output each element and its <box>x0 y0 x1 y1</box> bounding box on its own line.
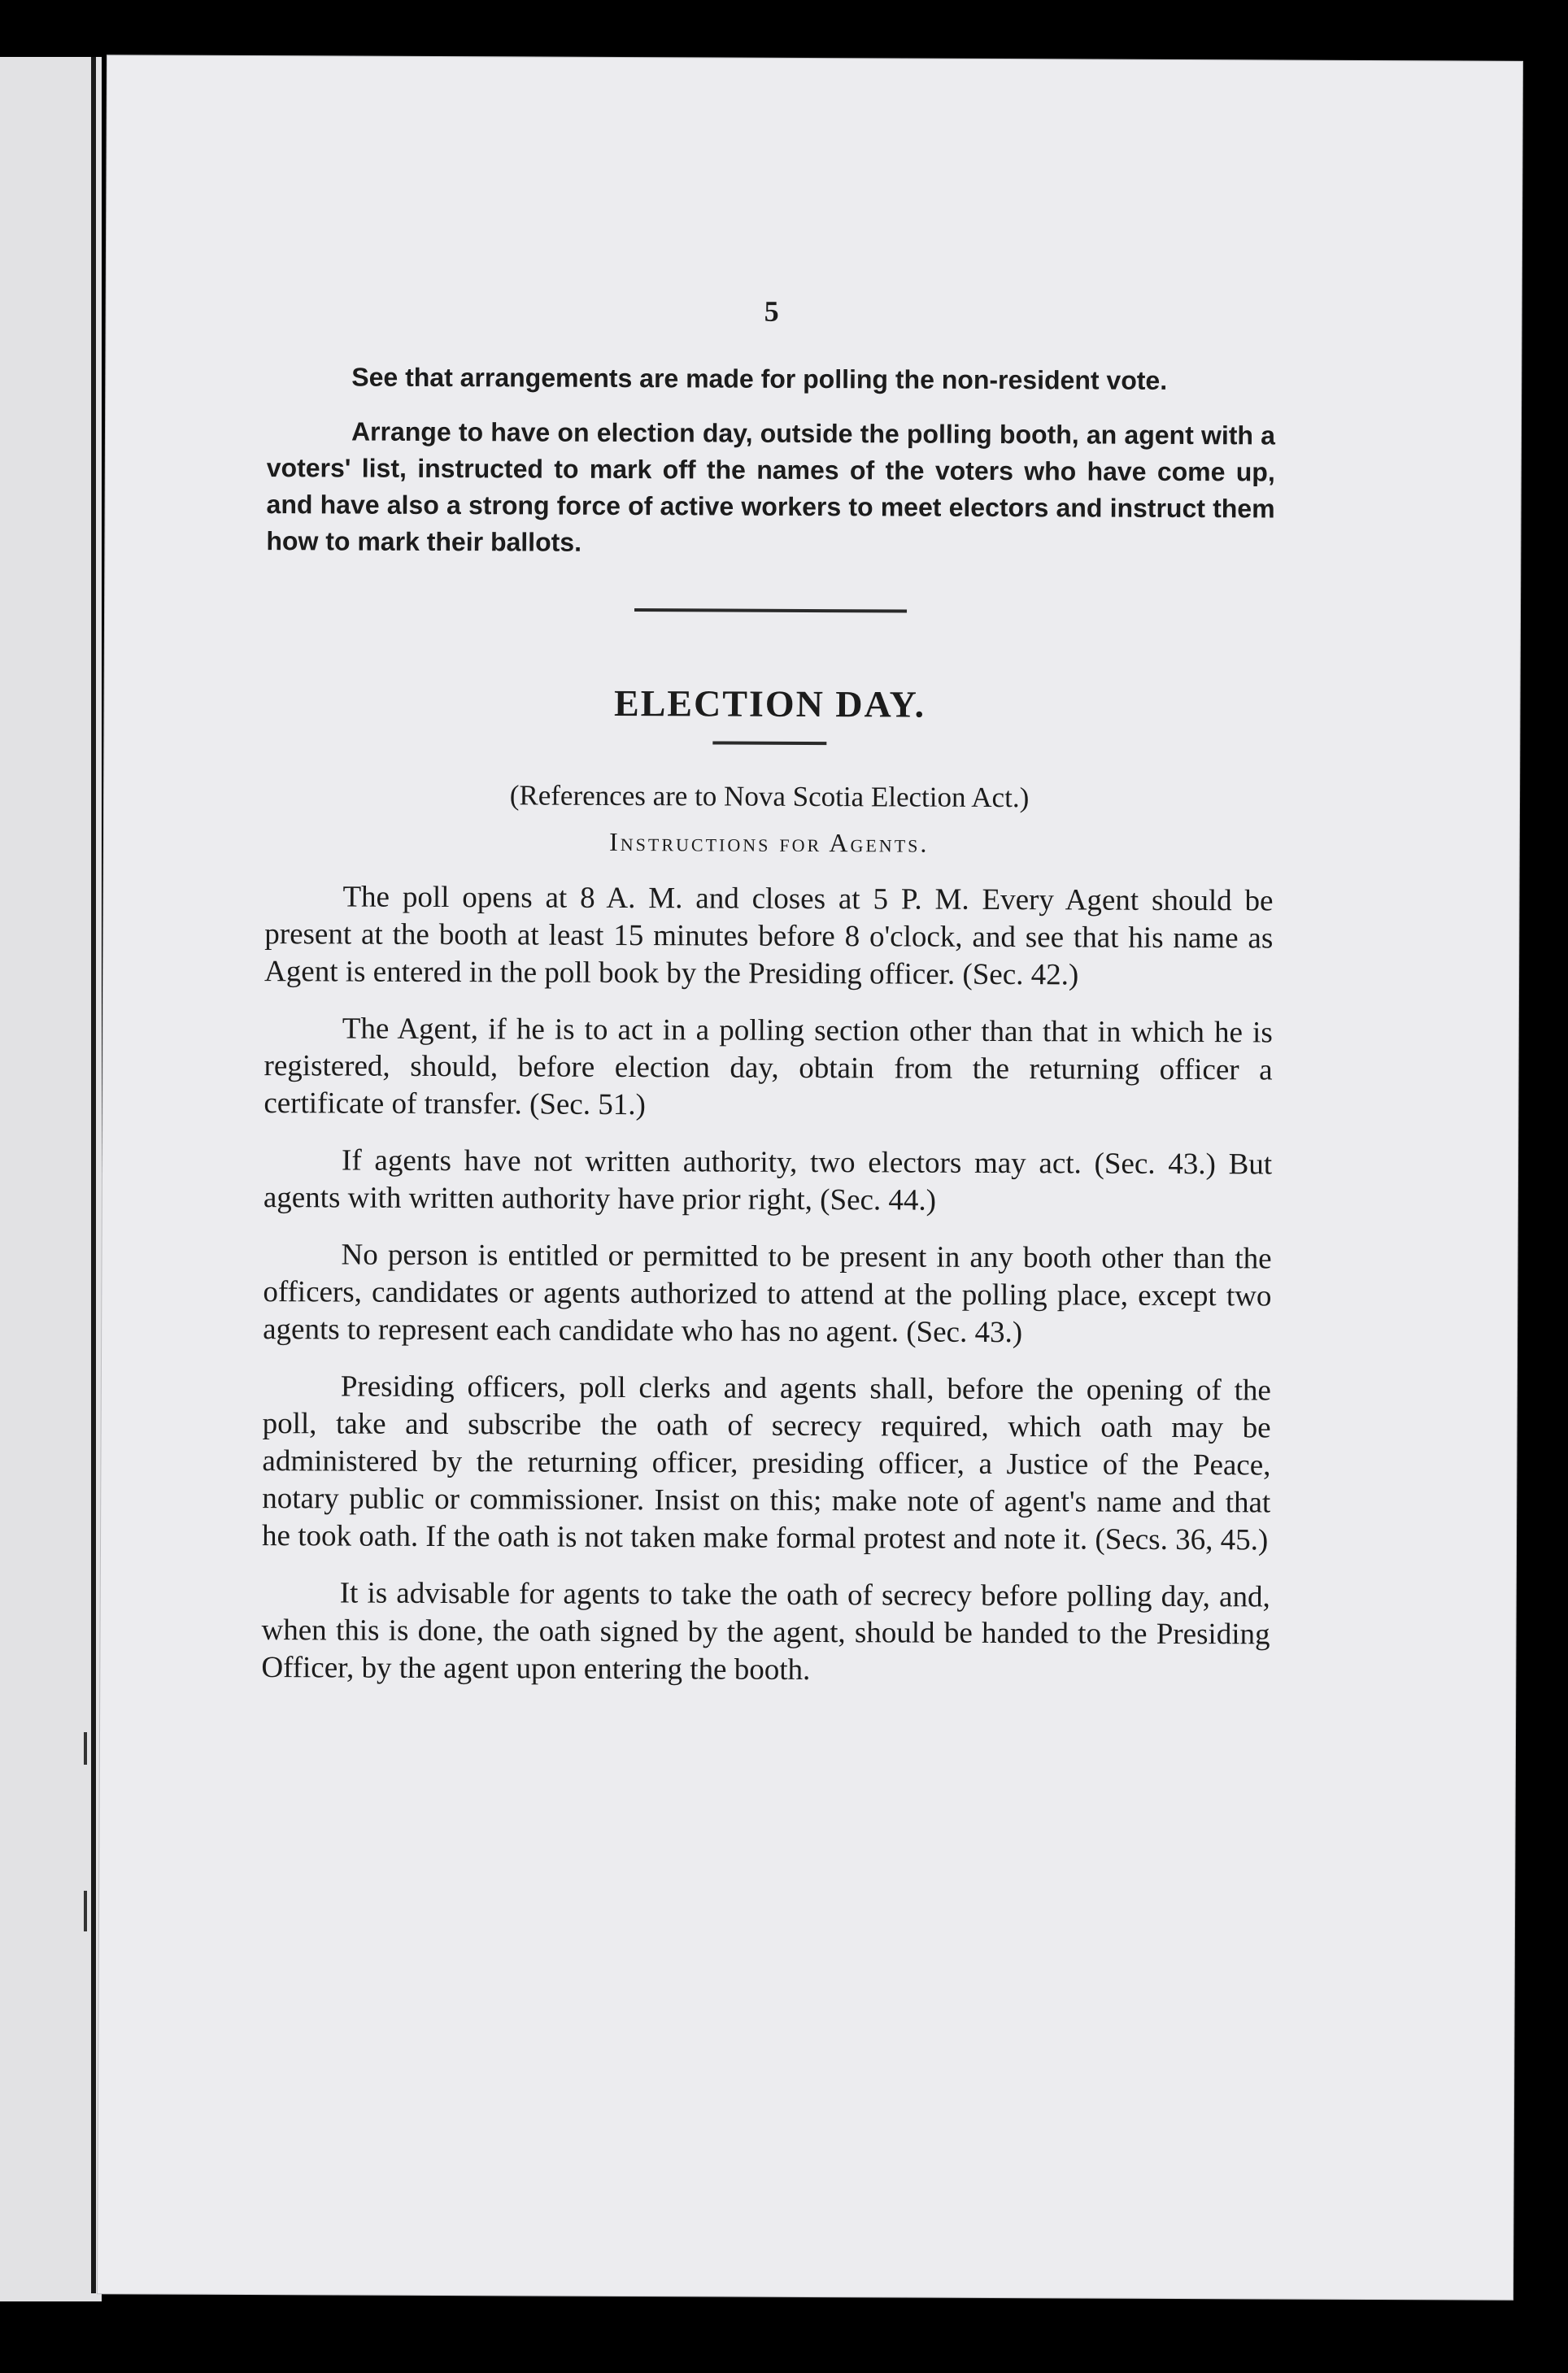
margin-mark <box>84 1891 87 1931</box>
body-paragraph: Presiding officers, poll clerks and agents shall, before the opening of the poll, take and subscribe the oath of secrecy required, which oath may be administered by the returning officer, presiding officer, a Justice of the Peace, notary public or commissioner. Insist on this; make note of agent's name and that he took oath. If the oath is not taken make formal protest and note it. (Secs. 36, 45.) <box>261 1369 1271 1557</box>
margin-mark <box>84 1732 87 1765</box>
page-number: 5 <box>764 294 779 328</box>
page-content <box>261 292 1276 1710</box>
instructions-heading: Instructions for Agents. <box>609 826 930 858</box>
body-paragraph: No person is entitled or permitted to be present in any booth other than the officers, candidates or agents authorized to attend at the polling place, except two agents to represent each candidate who has no agent. (Sec. 43.) <box>263 1238 1272 1350</box>
section-heading: ELECTION DAY. <box>613 681 926 725</box>
references-note: (References are to Nova Scotia Election Act.) <box>509 779 1030 814</box>
heading-underline <box>712 741 826 745</box>
section-divider <box>634 608 907 612</box>
page-fold-line <box>91 57 96 2293</box>
body-paragraph: The Agent, if he is to act in a polling section other than that in which he is registered, should, before election day, obtain from the returning officer a certificate of transfer. (Sec. 51.) <box>264 1012 1273 1122</box>
body-paragraph: It is advisable for agents to take the oath of secrecy before polling day, and, when this is done, the oath signed by the agent, should be handed to the Presiding Officer, by the agent upon entering the booth. <box>261 1576 1270 1687</box>
facing-page-edge <box>0 57 102 2301</box>
document-page <box>98 55 1522 2300</box>
body-paragraph: The poll opens at 8 A. M. and closes at 5 P. M. Every Agent should be present at the booth at least 15 minutes before 8 o'clock, and see that his name as Agent is entered in the poll book by the Presiding officer. (Sec. 42.) <box>264 880 1274 992</box>
body-paragraph: If agents have not written authority, two electors may act. (Sec. 43.) But agents with written authority have prior right, (Sec. 44.) <box>263 1143 1273 1217</box>
intro-paragraph: See that arrangements are made for polling the non-resident vote. <box>351 362 1168 395</box>
intro-paragraph: Arrange to have on election day, outside the polling booth, an agent with a voters' list, instructed to mark off the names of the voters who have come up, and have also a strong force of active workers to meet electors and instruct them how to mark their ballots. <box>266 416 1276 557</box>
